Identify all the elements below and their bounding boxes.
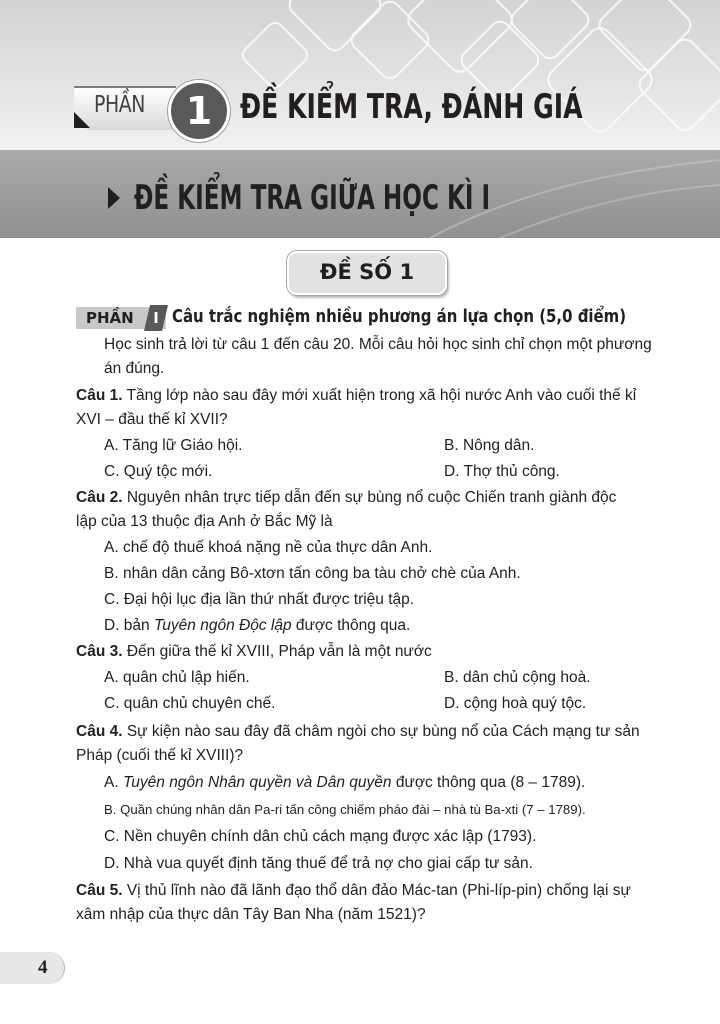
part-title: ĐỀ KIỂM TRA, ĐÁNH GIÁ (240, 87, 583, 127)
question-3 (76, 641, 432, 663)
option-d (104, 615, 410, 637)
question-label: Câu 4. (76, 723, 123, 740)
question-text: XVI – đầu thế kỉ XVII? (76, 411, 228, 428)
question-label: Câu 5. (76, 882, 123, 899)
question-text: Nguyên nhân trực tiếp dẫn đến sự bùng nổ cuộc Chiến tranh giành độc (126, 489, 617, 506)
option-a: A. Tăng lữ Giáo hội. (104, 437, 243, 454)
exam-label: ĐỀ SỐ 1 (319, 260, 415, 284)
question-5 (76, 880, 631, 902)
question-text: Sự kiện nào sau đây đã châm ngòi cho sự bùng nổ của Cách mạng tư sản (126, 723, 640, 740)
question-label: Câu 1. (76, 387, 123, 404)
section-heading: Câu trắc nghiệm nhiều phương án lựa chọn (5,0 điểm) (172, 306, 627, 327)
option-prefix: D. bản (104, 617, 154, 634)
part-tab-corner (74, 112, 90, 128)
option-c: C. quân chủ chuyên chế. (104, 695, 276, 712)
question-label: Câu 2. (76, 489, 123, 506)
instruction-line: Học sinh trả lời từ câu 1 đến câu 20. Mỗi câu hỏi học sinh chỉ chọn một phương (104, 336, 652, 353)
question-1 (76, 385, 636, 407)
option-c: C. Đại hội lục địa lần thứ nhất được triệu tập. (104, 591, 415, 608)
option-b: B. nhân dân cảng Bô-xtơn tấn công ba tàu chở chè của Anh. (104, 565, 521, 582)
question-text: xâm nhập của thực dân Tây Ban Nha (năm 1521)? (76, 906, 426, 923)
option-d: D. cộng hoà quý tộc. (444, 695, 587, 712)
option-c: C. Nền chuyên chính dân chủ cách mạng được xác lập (1793). (104, 828, 537, 845)
page-number-tab (0, 952, 65, 984)
option-a: A. chế độ thuế khoá nặng nề của thực dân Anh. (104, 539, 433, 556)
question-label: Câu 3. (76, 643, 123, 660)
part-number: 1 (185, 89, 213, 133)
question-2 (76, 487, 616, 509)
option-b: B. dân chủ cộng hoà. (444, 669, 591, 686)
question-text: Tầng lớp nào sau đây mới xuất hiện trong xã hội nước Anh vào cuối thế kỉ (126, 387, 637, 404)
section-title: ĐỀ KIỂM TRA GIỮA HỌC KÌ I (134, 178, 491, 218)
section-badge-label: PHẦN (86, 309, 134, 327)
question-text: Vị thủ lĩnh nào đã lãnh đạo thổ dân đảo Mác-tan (Phi-líp-pin) chống lại sự (126, 882, 631, 899)
option-italic-title: Tuyên ngôn Độc lập (153, 617, 292, 634)
instruction-line: án đúng. (104, 360, 165, 377)
option-d: D. Nhà vua quyết định tăng thuế để trả nợ cho giai cấp tư sản. (104, 855, 533, 872)
option-prefix: A. (104, 774, 123, 791)
option-c: C. Quý tộc mới. (104, 463, 213, 480)
option-d: D. Thợ thủ công. (444, 463, 560, 480)
question-text: Đến giữa thế kỉ XVIII, Pháp vẫn là một nước (126, 643, 432, 660)
option-a: A. quân chủ lập hiến. (104, 669, 250, 686)
section-roman-numeral: I (153, 309, 159, 327)
part-label: PHẦN (94, 92, 145, 118)
option-suffix: được thông qua (8 – 1789). (391, 774, 586, 791)
option-suffix: được thông qua. (291, 617, 411, 634)
page-number: 4 (38, 957, 48, 978)
option-italic-title: Tuyên ngôn Nhân quyền và Dân quyền (122, 774, 392, 791)
question-text: lập của 13 thuộc địa Anh ở Bắc Mỹ là (76, 513, 333, 530)
option-b: B. Quần chúng nhân dân Pa-ri tấn công chiếm pháo đài – nhà tù Ba-xti (7 – 1789). (104, 802, 586, 817)
question-text: Pháp (cuối thế kỉ XVIII)? (76, 747, 244, 764)
section-arrow-icon (108, 187, 120, 209)
option-a (104, 772, 585, 794)
question-4 (76, 721, 640, 743)
option-b: B. Nông dân. (444, 437, 535, 454)
